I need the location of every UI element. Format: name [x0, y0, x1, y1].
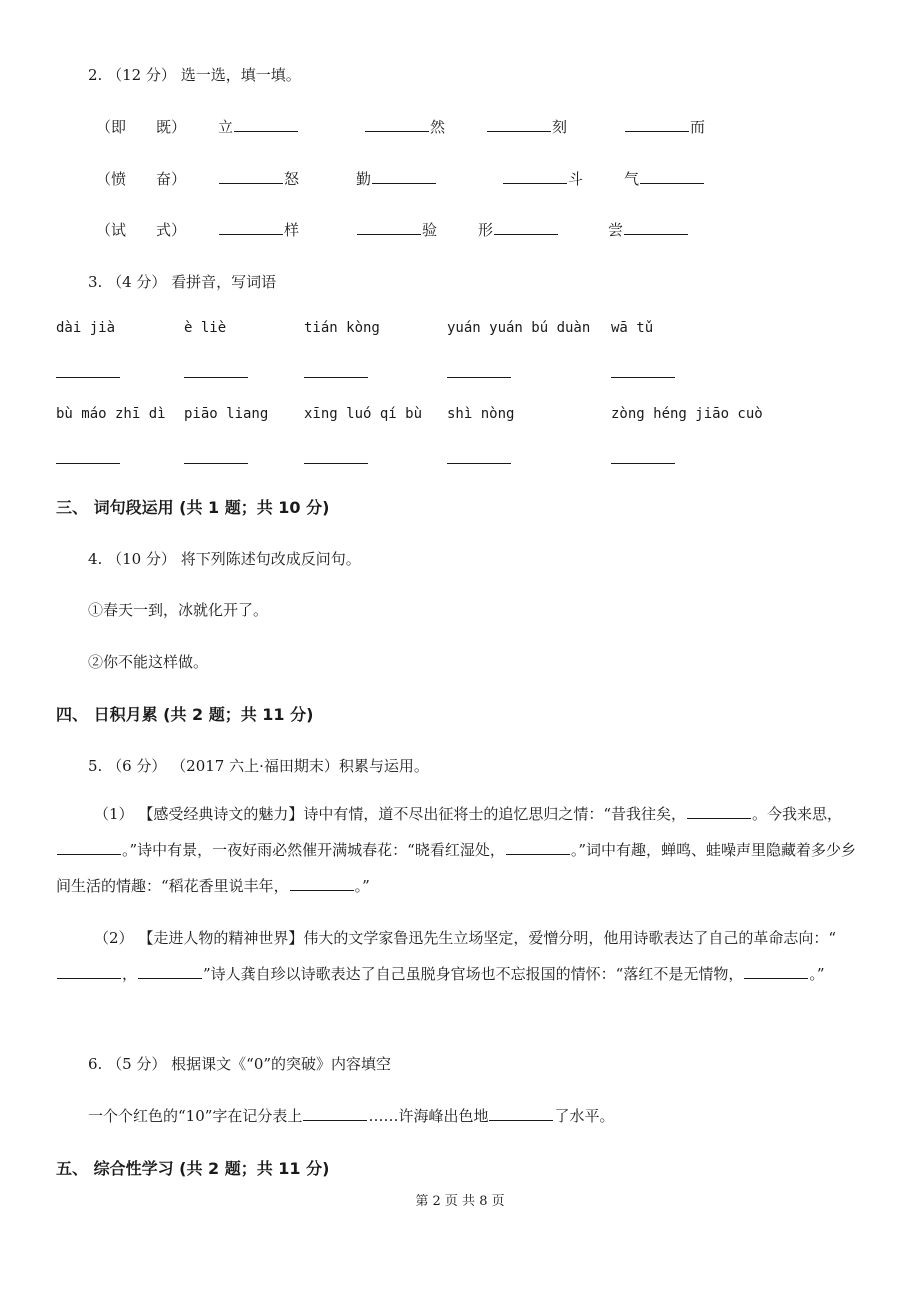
pinyin-2: è liè [184, 320, 227, 336]
answer-line [304, 377, 368, 378]
q2-row2-item1: 怒 [218, 168, 299, 189]
q2-row3-label: （试 式） [96, 221, 187, 239]
answer-line [611, 463, 675, 464]
page-footer: 第 2 页 共 8 页 [415, 1194, 505, 1209]
q2-row1-label: （即 既） [96, 118, 187, 136]
q2-row1-item2: 然 [364, 116, 445, 137]
section-3-title: 三、 词句段运用 (共 1 题；共 10 分) [56, 498, 330, 517]
q2-row3-item1: 样 [218, 219, 299, 240]
q2-row3-item4: 尝 [608, 219, 689, 240]
q4-item-1: ①春天一到，冰就化开了。 [88, 601, 269, 619]
answer-line [304, 463, 368, 464]
q2-row2-label: （愤 奋） [96, 170, 187, 188]
q2-row2-item3: 斗 [502, 168, 583, 189]
question-5-header: 5. （6 分） （2017 六上·福田期末）积累与运用。 [88, 757, 429, 775]
answer-line [184, 463, 248, 464]
pinyin-9: shì nòng [447, 406, 515, 422]
q2-row2-item2: 勤 [356, 168, 437, 189]
pinyin-4: yuán yuán bú duàn [447, 320, 591, 336]
pinyin-1: dài jià [56, 320, 116, 336]
question-4-header: 4. （10 分） 将下列陈述句改成反问句。 [88, 550, 361, 568]
section-5-title: 五、 综合性学习 (共 2 题；共 11 分) [56, 1159, 330, 1178]
question-6-header: 6. （5 分） 根据课文《“0”的突破》内容填空 [88, 1055, 392, 1073]
q2-row3-item3: 形 [478, 219, 559, 240]
q2-row2-item4: 气 [624, 168, 705, 189]
pinyin-6: bù máo zhī dì [56, 406, 166, 422]
answer-line [184, 377, 248, 378]
pinyin-5: wā tǔ [611, 320, 654, 336]
section-4-title: 四、 日积月累 (共 2 题；共 11 分) [56, 705, 314, 724]
question-3-header: 3. （4 分） 看拼音，写词语 [88, 273, 277, 291]
answer-line [447, 377, 511, 378]
q6-content: 一个个红色的“10”字在记分表上 ……许海峰出色地 了水平。 [88, 1107, 615, 1125]
answer-line [56, 463, 120, 464]
q4-item-2: ②你不能这样做。 [88, 653, 209, 671]
q2-row1-item1: 立 [218, 116, 299, 137]
answer-line [611, 377, 675, 378]
pinyin-8: xīng luó qí bù [304, 406, 423, 422]
q2-row1-item3: 刻 [486, 116, 567, 137]
q2-row1-item4: 而 [624, 116, 705, 137]
pinyin-10: zòng héng jiāo cuò [611, 406, 763, 422]
q5-paragraph-1: （1） 【感受经典诗文的魅力】诗中有情，道不尽出征将士的追忆思归之情：“昔我往矣， 。今我来思，。”诗中有景，一夜好雨必然催开满城春花：“晓看红湿处， 。”词中有趣，蝉鸣、蛙噪声里隐藏着多少乡间生活的情趣：“稻花香里说丰年， 。” [56, 805, 857, 895]
q5-paragraph-2: （2） 【走进人物的精神世界】伟大的文学家鲁迅先生立场坚定，爱憎分明，他用诗歌表达了自己的革命志向：“， ”诗人龚自珍以诗歌表达了自己虽脱身官场也不忘报国的情怀：“落红不是无情物， 。” [56, 920, 866, 992]
pinyin-7: piāo liang [184, 406, 269, 422]
answer-line [447, 463, 511, 464]
answer-line [56, 377, 120, 378]
question-2-header: 2. （12 分） 选一选，填一填。 [88, 66, 301, 84]
pinyin-3: tián kòng [304, 320, 380, 336]
q2-row3-item2: 验 [356, 219, 437, 240]
